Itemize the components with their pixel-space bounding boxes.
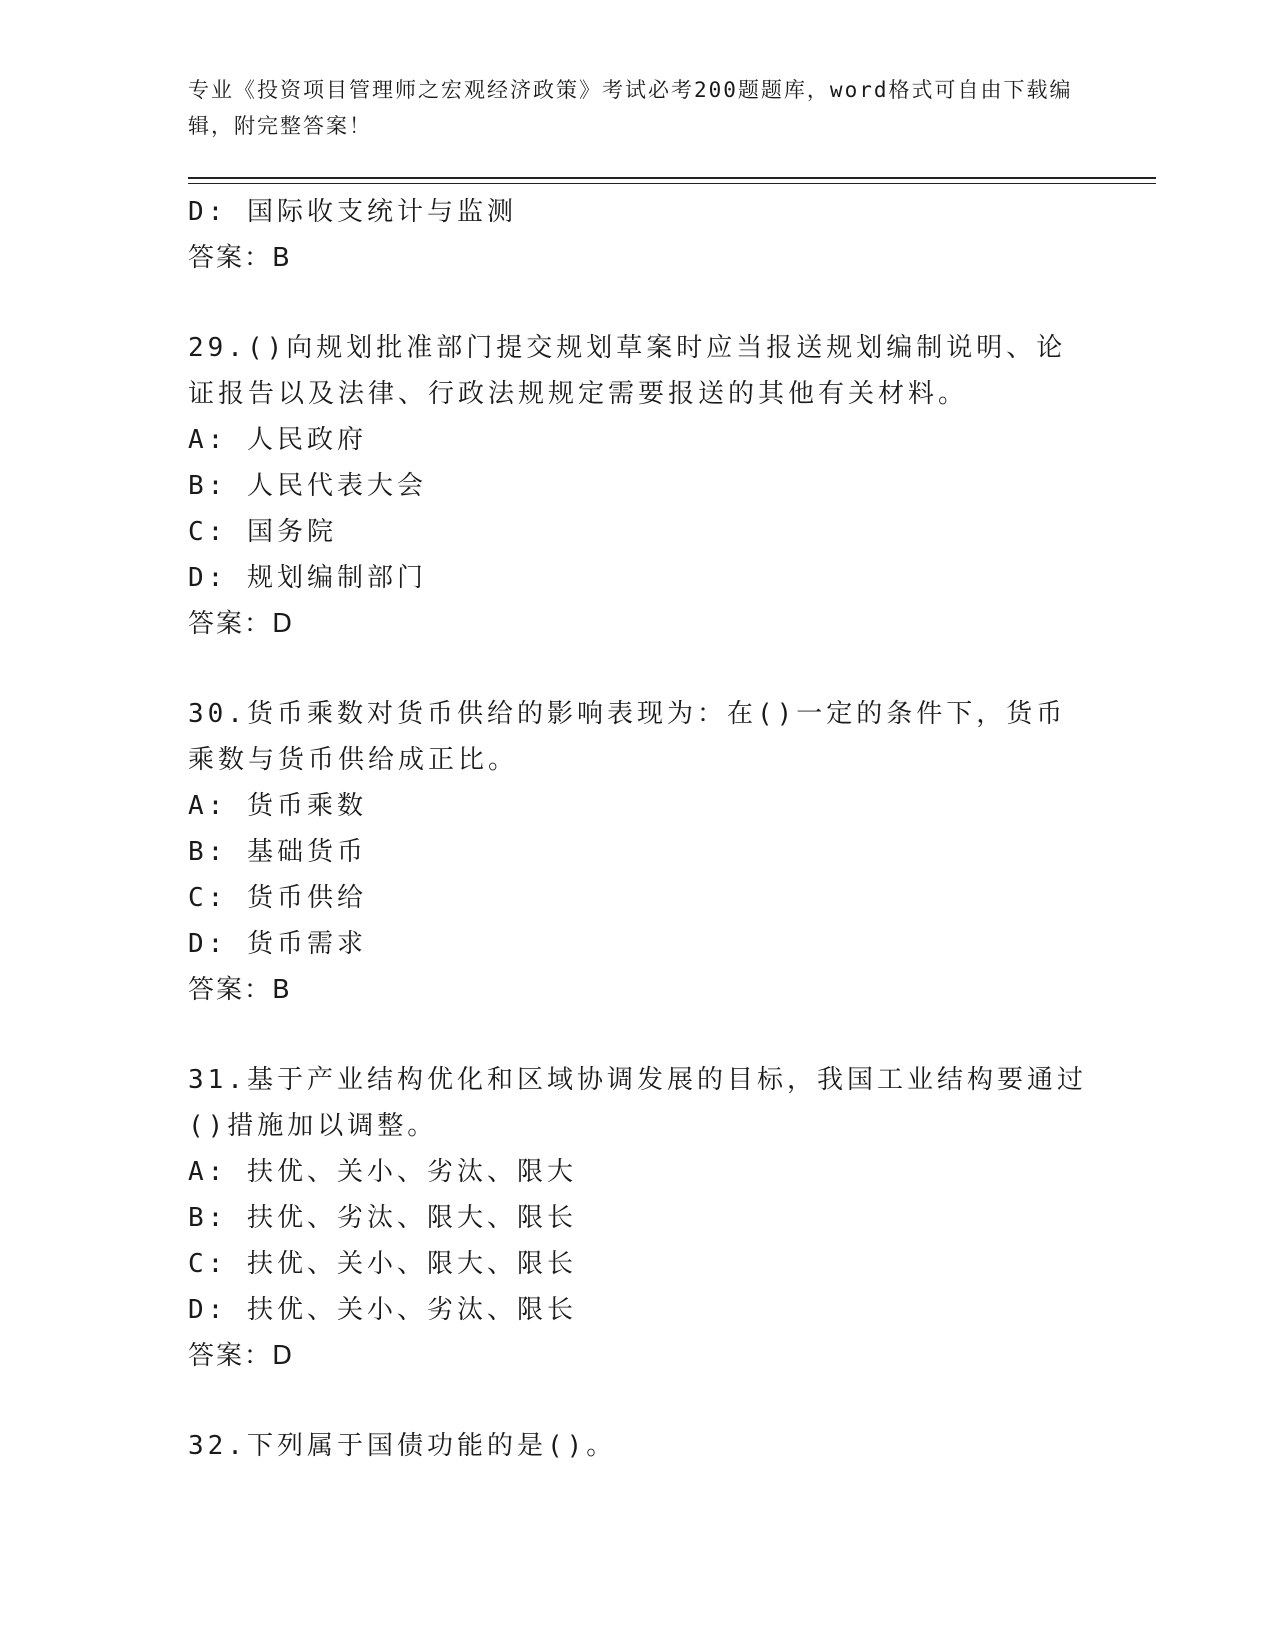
question-31: [188, 1057, 1088, 1379]
option-d: D: 扶优、关小、劣汰、限长: [188, 1295, 577, 1325]
option-d: D: 国际收支统计与监测: [188, 197, 517, 227]
answer-line: 答案：D: [188, 1341, 295, 1371]
answer-line: 答案：B: [188, 975, 292, 1005]
answer-line: 答案：D: [188, 609, 295, 639]
option-d: D: 货币需求: [188, 929, 367, 959]
question-30: [188, 691, 1088, 1013]
option-b: B: 扶优、劣汰、限大、限长: [188, 1203, 577, 1233]
option-a: A: 货币乘数: [188, 791, 367, 821]
question-32: [188, 1423, 1088, 1469]
header-title: 专业《投资项目管理师之宏观经济政策》考试必考200题题库，word格式可自由下载编辑，附完整答案！: [188, 78, 1073, 138]
option-c: C: 国务院: [188, 517, 337, 547]
spacer: [188, 1379, 1088, 1423]
question-28-tail: [188, 189, 1088, 281]
answer-line: 答案：B: [188, 243, 292, 273]
question-text: 29.()向规划批准部门提交规划草案时应当报送规划编制说明、论证报告以及法律、行政法规规定需要报送的其他有关材料。: [188, 333, 1067, 409]
option-d: D: 规划编制部门: [188, 563, 427, 593]
spacer: [188, 281, 1088, 325]
option-b: B: 人民代表大会: [188, 471, 427, 501]
option-a: A: 扶优、关小、劣汰、限大: [188, 1157, 577, 1187]
question-text: 30.货币乘数对货币供给的影响表现为：在()一定的条件下，货币乘数与货币供给成正比。: [188, 699, 1067, 775]
document-header: [188, 72, 1088, 144]
header-divider-thin: [188, 183, 1156, 184]
spacer: [188, 647, 1088, 691]
option-c: C: 扶优、关小、限大、限长: [188, 1249, 577, 1279]
option-c: C: 货币供给: [188, 883, 367, 913]
document-body: [188, 189, 1088, 1469]
question-text: 31.基于产业结构优化和区域协调发展的目标，我国工业结构要通过()措施加以调整。: [188, 1065, 1087, 1141]
option-a: A: 人民政府: [188, 425, 367, 455]
question-text: 32.下列属于国债功能的是()。: [188, 1431, 617, 1461]
option-b: B: 基础货币: [188, 837, 367, 867]
question-29: [188, 325, 1088, 647]
spacer: [188, 1013, 1088, 1057]
header-divider-thick: [188, 177, 1156, 179]
